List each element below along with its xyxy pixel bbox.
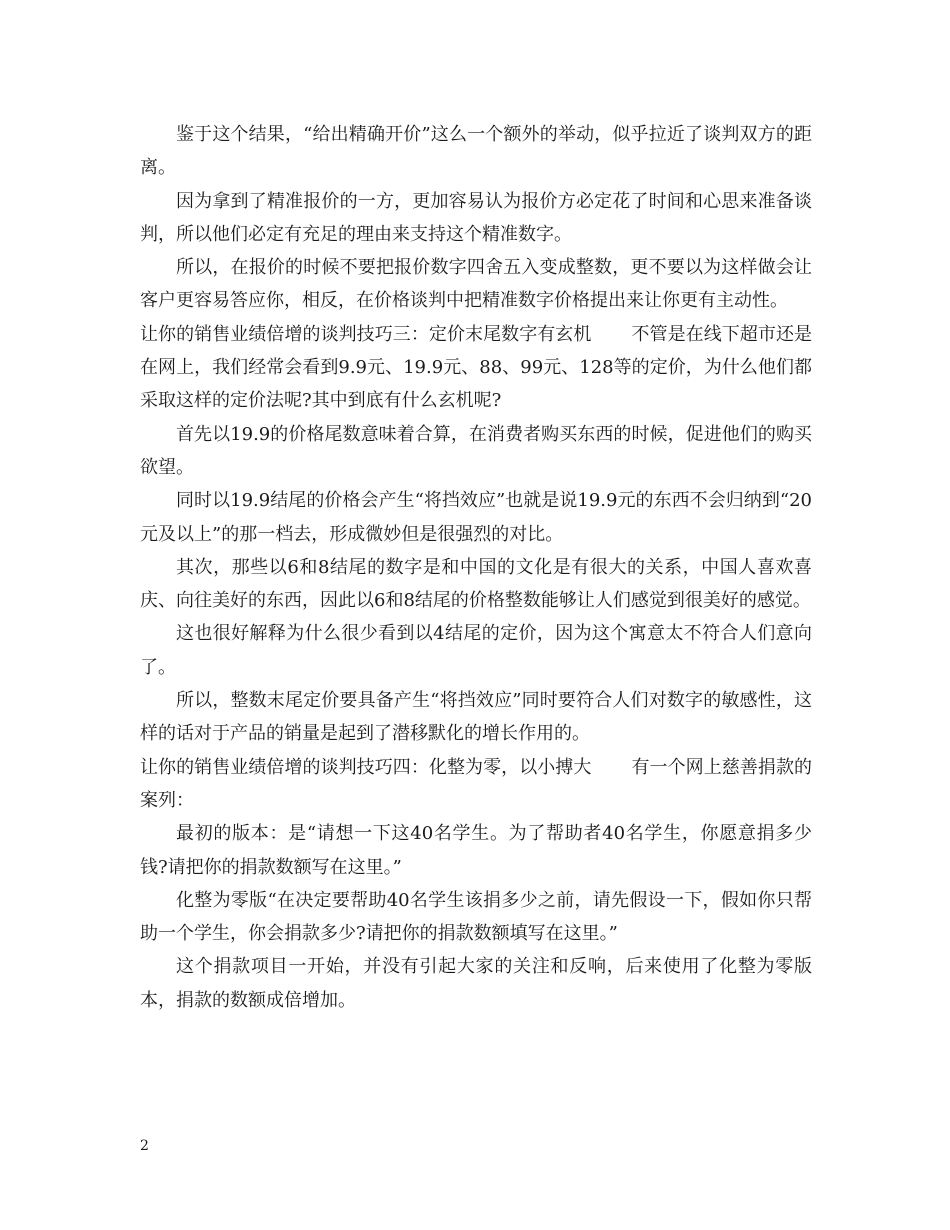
paragraph: 其次，那些以6和8结尾的数字是和中国的文化是有很大的关系，中国人喜欢喜庆、向往美好的东西，因此以6和8结尾的价格整数能够让人们感觉到很美好的感觉。: [140, 556, 812, 612]
paragraph: 所以，整数末尾定价要具备产生“将挡效应”同时要符合人们对数字的敏感性，这样的话对于产品的销量是起到了潜移默化的增长作用的。: [140, 690, 812, 745]
document-body: [140, 118, 812, 1017]
paragraph: 鉴于这个结果，“给出精确开价”这么一个额外的举动，似乎拉近了谈判双方的距离。: [140, 124, 812, 179]
paragraph: 最初的版本：是“请想一下这40名学生。为了帮助者40名学生，你愿意捐多少钱?请把你的捐款数额写在这里。”: [140, 823, 812, 878]
paragraph: 同时以19.9结尾的价格会产生“将挡效应”也就是说19.9元的东西不会归纳到“20元及以上”的那一档去，形成微妙但是很强烈的对比。: [140, 490, 812, 545]
paragraph: 化整为零版“在决定要帮助40名学生该捐多少之前，请先假设一下，假如你只帮助一个学生，你会捐款多少?请把你的捐款数额填写在这里。”: [140, 889, 812, 945]
section-text: 有一个网上慈善捐款的案列：: [140, 756, 813, 811]
paragraph: 因为拿到了精准报价的一方，更加容易认为报价方必定花了时间和心思来准备谈判，所以他们必定有充足的理由来支持这个精准数字。: [140, 190, 812, 245]
section-heading: 让你的销售业绩倍增的谈判技巧四：化整为零，以小搏大: [140, 756, 592, 778]
section-heading: 让你的销售业绩倍增的谈判技巧三：定价末尾数字有玄机: [140, 323, 592, 345]
section-paragraph: [140, 318, 812, 418]
page-number: 2: [140, 1138, 149, 1154]
paragraph: 首先以19.9的价格尾数意味着合算，在消费者购买东西的时候，促进他们的购买欲望。: [140, 423, 812, 478]
section-text: 不管是在线下超市还是在网上，我们经常会看到9.9元、19.9元、88、99元、128等的定价，为什么他们都采取这样的定价法呢?其中到底有什么玄机呢?: [140, 323, 813, 412]
paragraph: 所以，在报价的时候不要把报价数字四舍五入变成整数，更不要以为这样做会让客户更容易答应你，相反，在价格谈判中把精准数字价格提出来让你更有主动性。: [140, 257, 812, 312]
paragraph: 这个捐款项目一开始，并没有引起大家的关注和反响，后来使用了化整为零版本，捐款的数额成倍增加。: [140, 956, 812, 1011]
paragraph: 这也很好解释为什么很少看到以4结尾的定价，因为这个寓意太不符合人们意向了。: [140, 623, 812, 678]
section-paragraph: [140, 751, 812, 818]
